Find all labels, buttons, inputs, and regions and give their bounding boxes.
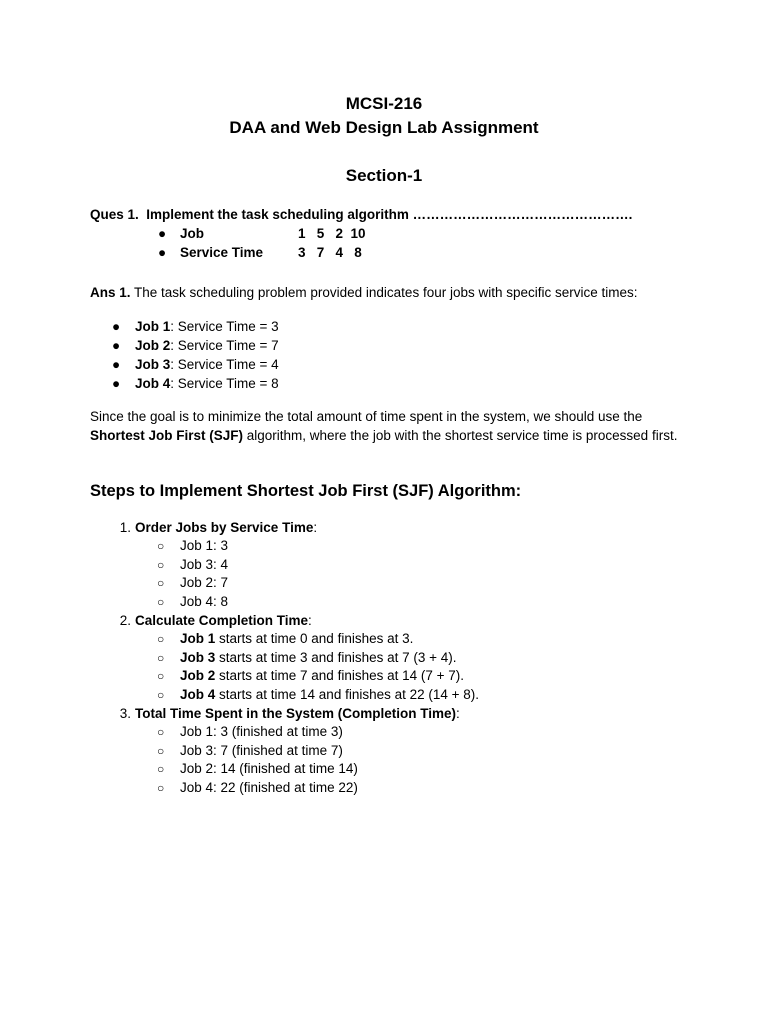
list-item (90, 574, 479, 593)
list-item (90, 630, 479, 649)
circle-bullet-icon: ○ (157, 632, 165, 646)
since-text-b: algorithm, where the job with the shortest service time is processed first. (243, 428, 678, 443)
question-row-job (158, 226, 366, 241)
circle-bullet-icon: ○ (157, 576, 165, 590)
row-label: Service Time (180, 245, 264, 260)
step-3 (90, 704, 479, 723)
question-label: Ques 1. (90, 207, 139, 222)
answer-intro-text: The task scheduling problem provided indicates four jobs with specific service times: (134, 285, 638, 300)
item-text: Job 4: 22 (finished at time 22) (180, 779, 358, 795)
step-number: 2. (119, 613, 131, 628)
item-text: starts at time 14 and finishes at 22 (14 + 8). (215, 686, 480, 702)
circle-bullet-icon: ○ (157, 780, 165, 795)
item-text: Job 2: 7 (180, 575, 229, 590)
item-text: Job 1: 3 (finished at time 3) (180, 724, 343, 739)
item-bold: Job 1 (180, 631, 216, 646)
item-text: starts at time 7 and finishes at 14 (7 + 7). (215, 668, 465, 683)
circle-bullet-icon: ○ (157, 669, 165, 683)
question-text: Implement the task scheduling algorithm …………………………………………. (146, 207, 633, 222)
job-list (90, 317, 279, 393)
item-bold: Job 4 (180, 686, 216, 702)
job-name: Job 3 (135, 357, 171, 372)
list-item (90, 779, 479, 798)
job-detail: : Service Time = 7 (170, 338, 279, 353)
question-line (90, 207, 632, 222)
circle-bullet-icon: ○ (157, 725, 165, 739)
job-detail: : Service Time = 4 (170, 357, 279, 372)
list-item (90, 760, 479, 779)
list-item (90, 355, 279, 374)
list-item (90, 723, 479, 742)
step-title: Total Time Spent in the System (Completion Time) (135, 706, 457, 721)
list-item (90, 556, 479, 575)
job-detail: : Service Time = 8 (170, 376, 279, 391)
list-item (90, 537, 479, 556)
step-colon: : (308, 613, 312, 628)
bullet-icon: ● (112, 357, 121, 372)
step-colon: : (456, 706, 460, 721)
item-text: Job 4: 8 (180, 593, 229, 609)
item-text: Job 1: 3 (180, 538, 229, 553)
step-number: 3. (119, 706, 131, 721)
circle-bullet-icon: ○ (157, 743, 165, 758)
since-text-a: Since the goal is to minimize the total amount of time spent in the system, we should use the (90, 409, 643, 424)
step-1 (90, 518, 479, 537)
circle-bullet-icon: ○ (157, 650, 165, 665)
assignment-title: DAA and Web Design Lab Assignment (229, 118, 539, 137)
bullet-icon: ● (158, 226, 167, 241)
circle-bullet-icon: ○ (157, 687, 165, 702)
step-2 (90, 611, 479, 630)
item-text: Job 3: 4 (180, 556, 229, 572)
list-item (90, 649, 479, 668)
answer-label: Ans 1. (90, 285, 131, 300)
item-text: starts at time 3 and finishes at 7 (3 + 4). (215, 649, 457, 665)
circle-bullet-icon: ○ (157, 557, 165, 572)
course-code: MCSI-216 (345, 94, 423, 113)
item-text: starts at time 0 and finishes at 3. (215, 631, 414, 646)
item-text: Job 2: 14 (finished at time 14) (180, 761, 358, 776)
list-item (90, 686, 479, 705)
section-heading: Section-1 (345, 166, 423, 185)
row-values: 1 5 2 10 (298, 226, 366, 241)
list-item (90, 667, 479, 686)
list-item (90, 742, 479, 761)
since-paragraph (90, 407, 680, 445)
bullet-icon: ● (158, 245, 167, 260)
row-label: Job (180, 226, 205, 241)
circle-bullet-icon: ○ (157, 762, 165, 776)
list-item (90, 336, 279, 355)
item-text: Job 3: 7 (finished at time 7) (180, 742, 343, 758)
step-title: Order Jobs by Service Time (135, 520, 314, 535)
steps-heading: Steps to Implement Shortest Job First (SJF) Algorithm: (90, 482, 522, 500)
question-row-service-time (158, 245, 362, 260)
steps-list (90, 518, 479, 797)
sjf-term: Shortest Job First (SJF) (90, 428, 244, 443)
bullet-icon: ● (112, 376, 121, 391)
step-title: Calculate Completion Time (135, 613, 309, 628)
job-detail: : Service Time = 3 (170, 319, 279, 334)
list-item (90, 317, 279, 336)
answer-intro (90, 283, 680, 302)
job-name: Job 1 (135, 319, 171, 334)
list-item (90, 593, 479, 612)
item-bold: Job 3 (180, 649, 216, 665)
step-colon: : (313, 520, 318, 535)
job-name: Job 2 (135, 338, 171, 353)
step-number: 1. (119, 520, 131, 535)
job-name: Job 4 (135, 376, 171, 391)
circle-bullet-icon: ○ (157, 539, 165, 553)
bullet-icon: ● (112, 319, 121, 334)
row-values: 3 7 4 8 (298, 245, 362, 260)
item-bold: Job 2 (180, 668, 216, 683)
bullet-icon: ● (112, 338, 121, 353)
list-item (90, 374, 279, 393)
circle-bullet-icon: ○ (157, 594, 165, 609)
